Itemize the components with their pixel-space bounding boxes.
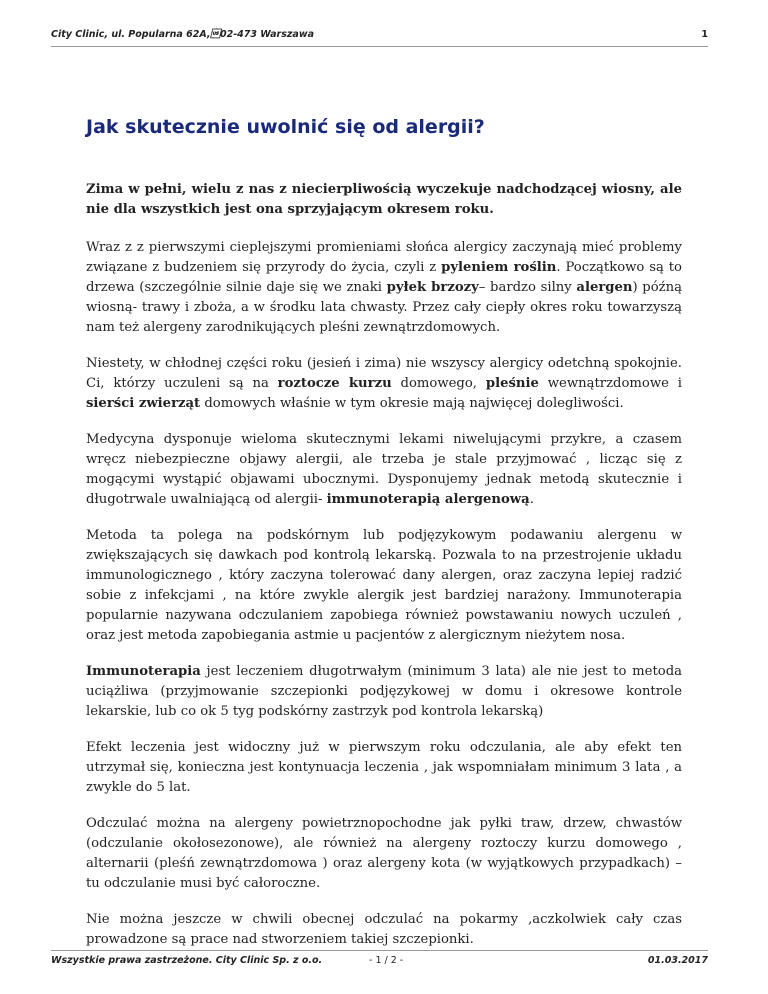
text-run: . bbox=[529, 492, 534, 507]
lead-paragraph bbox=[86, 180, 682, 220]
bold-term: pyleniem roślin bbox=[441, 260, 557, 275]
text-run: Efekt leczenia jest widoczny już w pierwszym roku odczulania, ale aby efekt ten utrzymał się, konieczna jest kontynuacja leczenia , jak wspomniałam minimum 3 lata , a zwykle do 5 lat. bbox=[86, 740, 682, 795]
header-page-number: 1 bbox=[701, 29, 708, 40]
paragraph-pollen bbox=[86, 238, 682, 338]
text-run: domowego, bbox=[391, 376, 486, 391]
text-run: Zima w pełni, wielu z nas z niecierpliwością wyczekuje nadchodzącej wiosny, ale nie dla wszystkich jest ona sprzyjającym okresem roku. bbox=[86, 182, 682, 217]
bold-term: roztocze kurzu bbox=[277, 376, 392, 391]
text-run: Niestety, w chłodnej części roku (jesień i zima) nie wszyscy alergicy odetchną spokojnie. Ci, którzy uczuleni są na bbox=[86, 356, 682, 391]
bold-term: immunoterapią alergenową bbox=[326, 492, 530, 507]
text-run: jest leczeniem długotrwałym (minimum 3 lata) ale nie jest to metoda uciążliwa (przyjmowanie szczepionki podjęzykowej w domu i okresowe kontrole lekarskie, lub co ok 5 tyg podskórny zastrzyk pod kontrola lekarską) bbox=[86, 664, 682, 719]
article-body bbox=[86, 180, 682, 966]
text-run: Medycyna dysponuje wieloma skutecznymi lekami niwelującymi przykre, a czasem wręcz niebezpieczne objawy alergii, ale trzeba je stale przyjmować , licząc się z mogącymi wystąpić objawami ubocznymi. Dysponujemy jednak metodą skutecznie i długotrwale uwalniającą od alergii- bbox=[86, 432, 682, 507]
text-run: domowych właśnie w tym okresie mają najwięcej dolegliwości. bbox=[200, 396, 624, 411]
bold-term: Immunoterapia bbox=[86, 664, 201, 679]
paragraph-food bbox=[86, 910, 682, 950]
page-header bbox=[51, 26, 708, 47]
bold-term: sierści zwierząt bbox=[86, 396, 201, 411]
bold-term: alergen bbox=[576, 280, 633, 295]
footer-copyright: Wszystkie prawa zastrzeżone. City Clinic Sp. z o.o. bbox=[51, 955, 323, 966]
bold-term: pleśnie bbox=[485, 376, 539, 391]
paragraph-method bbox=[86, 526, 682, 646]
footer-date: 01.03.2017 bbox=[647, 955, 708, 966]
page-footer bbox=[51, 950, 708, 971]
footer-page-indicator: - 1 / 2 - bbox=[369, 955, 404, 966]
paragraph-effect bbox=[86, 738, 682, 798]
text-run: Odczulać można na alergeny powietrznopochodne jak pyłki traw, drzew, chwastów (odczulanie okołosezonowe), ale również na alergeny roztoczy kurzu domowego , alternarii (pleśń zewnątrzdomowa ) oraz alergeny kota (w wyjątkowych przypadkach) – tu odczulanie musi być całoroczne. bbox=[86, 816, 682, 891]
text-run: . Początkowo są to drzewa (szczególnie silnie daje się we znaki bbox=[86, 260, 682, 295]
text-run: ) późną wiosną- trawy i zboża, a w środku lata chwasty. Przez cały ciepły okres roku towarzyszą nam też alergeny zarodnikujących pleśni zewnątrzdomowych. bbox=[86, 280, 682, 335]
paragraph-indoor-allergens bbox=[86, 354, 682, 414]
text-run: – bardzo silny bbox=[478, 280, 577, 295]
header-address: City Clinic, ul. Popularna 62A, 02-473 Warszawa bbox=[51, 29, 315, 40]
text-run: Nie można jeszcze w chwili obecnej odczulać na pokarmy ,aczkolwiek cały czas prowadzone są prace nad stworzeniem takiej szczepionki. bbox=[86, 912, 682, 947]
text-run: wewnątrzdomowe i bbox=[538, 376, 682, 391]
paragraph-duration bbox=[86, 662, 682, 722]
text-run: Wraz z z pierwszymi cieplejszymi promieniami słońca alergicy zaczynają mieć problemy związane z budzeniem się przyrody do życia, czyli z bbox=[86, 240, 682, 275]
text-run: Metoda ta polega na podskórnym lub podjęzykowym podawaniu alergenu w zwiększających się dawkach pod kontrolą lekarską. Pozwala to na przestrojenie układu immunologicznego , który zaczyna tolerować dany alergen, oraz zaczyna lepiej radzić sobie z infekcjami , na które zwykle alergik jest bardziej narażony. Immunoterapia popularnie nazywana odczulaniem zapobiega również powstawaniu nowych uczuleń , oraz jest metoda zapobiegania astmie u pacjentów z alergicznym nieżytem nosa. bbox=[86, 528, 682, 643]
paragraph-allergen-types bbox=[86, 814, 682, 894]
bold-term: pyłek brzozy bbox=[386, 280, 479, 295]
paragraph-medication bbox=[86, 430, 682, 510]
article-title: Jak skutecznie uwolnić się od alergii? bbox=[86, 116, 485, 138]
